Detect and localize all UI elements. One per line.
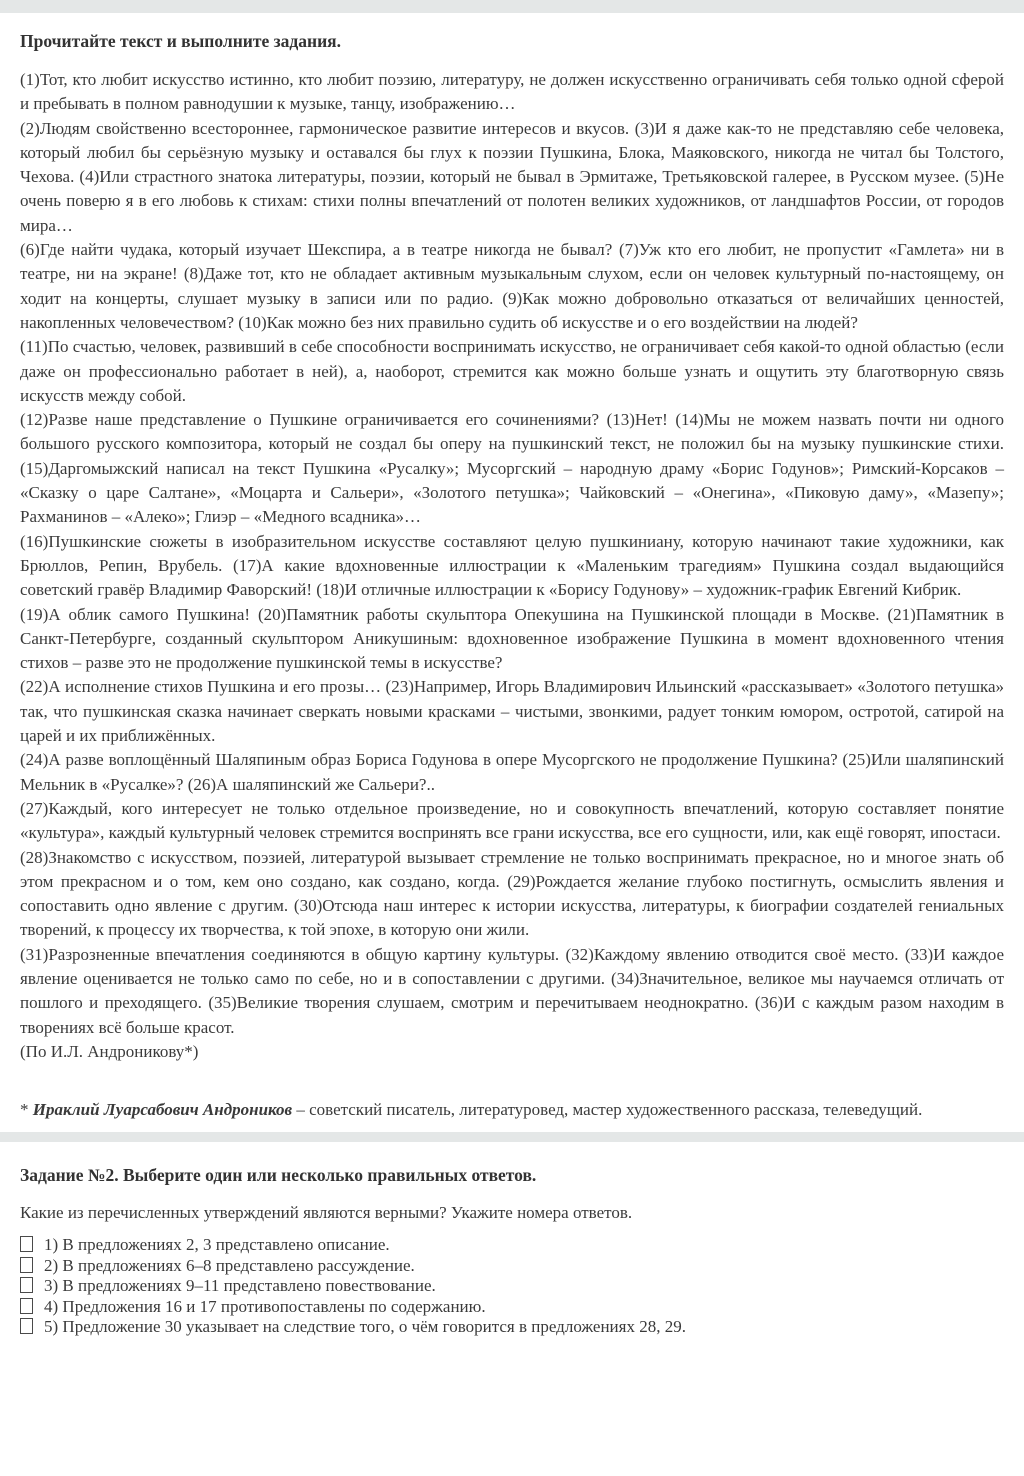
paragraph-2: (2)Людям свойственно всестороннее, гармоническое развитие интересов и вкусов. (3)И я даже как-то не представляю себе человека, который любил бы серьёзную музыку и оставался бы глух к поэзии Пушкина, Блока, Маяковского, никогда не читал бы Толстого, Чехова. (4)Или страстного знатока литературы, поэзии, который не бывал в Эрмитаже, Третьяковской галерее, в Русском музее. (5)Не очень поверю я в его любовь к стихам: стихи полны впечатлений от полотен великих художников, от ландшафтов России, от городов мира… xyxy=(20,118,1004,235)
answer-option-4 xyxy=(20,1297,1004,1318)
paragraph-12: (31)Разрозненные впечатления соединяются в общую картину культуры. (32)Каждому явлению отводится своё место. (33)И каждое явление оценивается не только само по себе, но и в сопоставлении с другими. (34)Значительное, великое мы научаемся отличать от пошлого и преходящего. (35)Великие творения слушаем, смотрим и перечитываем неоднократно. (36)И с каждым разом находим в творениях всё больше красот. xyxy=(20,944,1004,1037)
checkbox-option-5[interactable] xyxy=(20,1318,33,1334)
paragraph-7: (19)А облик самого Пушкина! (20)Памятник работы скульптора Опекушина на Пушкинской площади в Москве. (21)Памятник в Санкт-Петербурге, созданный скульптором Аникушиным: вдохновенное изображение Пушкина в момент вдохновенного чтения стихов – разве это не продолжение пушкинской темы в искусстве? xyxy=(20,604,1004,673)
task-question: Какие из перечисленных утверждений являются верными? Укажите номера ответов. xyxy=(20,1203,633,1223)
paragraph-6: (16)Пушкинские сюжеты в изобразительном искусстве составляют целую пушкиниану, которую начинают такие художники, как Брюллов, Репин, Врубель. (17)А какие вдохновенные иллюстрации к «Маленьким трагедиям» Пушкина создал выдающийся советский гравёр Владимир Фаворский! (18)И отличные иллюстрации к «Борису Годунову» – художник-график Евгений Кибрик. xyxy=(20,531,1004,600)
checkbox-option-3[interactable] xyxy=(20,1277,33,1293)
answer-options xyxy=(20,1235,1004,1338)
paragraph-9: (24)А разве воплощённый Шаляпиным образ Бориса Годунова в опере Мусоргского не продолжение Пушкина? (25)Или шаляпинский Мельник в «Русалке»? (26)А шаляпинский же Сальери?.. xyxy=(20,750,1004,794)
footnote xyxy=(20,1098,1004,1122)
instruction-heading: Прочитайте текст и выполните задания. xyxy=(20,31,342,51)
answer-option-2 xyxy=(20,1256,1004,1277)
paragraph-10: (27)Каждый, кого интересует не только отдельное произведение, но и совокупность впечатлений, которую составляет понятие «культура», каждый культурный человек стремится воспринять все грани искусства, все его сущности, или, как ещё говорят, ипостаси. xyxy=(20,798,1004,843)
paragraph-8: (22)А исполнение стихов Пушкина и его прозы… (23)Например, Игорь Владимирович Ильинский «рассказывает» «Золотого петушка» так, что пушкинская сказка начинает сверкать новыми красками – чистыми, звонкими, радует тонким юмором, остротой, сатирой на царей и их приближённых. xyxy=(20,677,1004,746)
option-4-label: 4) Предложения 16 и 17 противопоставлены по содержанию. xyxy=(44,1296,486,1316)
checkbox-option-1[interactable] xyxy=(20,1236,33,1252)
paragraph-3: (6)Где найти чудака, который изучает Шекспира, а в театре никогда не бывал? (7)Уж кто его любит, не пропустит «Гамлета» ни в театре, ни на экране! (8)Даже тот, кто не обладает активным музыкальным слухом, если он человек культурный по-настоящему, он ходит на концерты, слушает музыку в записи или по радио. (9)Как можно добровольно отказаться от величайших ценностей, накопленных человечеством? (10)Как можно без них правильно судить об искусстве и о его воздействии на людей? xyxy=(20,240,1004,332)
answer-option-5 xyxy=(20,1317,1004,1338)
footnote-description: – советский писатель, литературовед, мастер художественного рассказа, телеведущий. xyxy=(296,1100,923,1120)
option-5-label: 5) Предложение 30 указывает на следствие того, о чём говорится в предложениях 28, 29. xyxy=(44,1317,686,1337)
footnote-author: Ираклий Луарсабович Андроников xyxy=(32,1100,293,1120)
checkbox-option-2[interactable] xyxy=(20,1257,33,1273)
answer-option-3 xyxy=(20,1276,1004,1297)
paragraph-5: (12)Разве наше представление о Пушкине ограничивается его сочинениями? (13)Нет! (14)Мы не можем назвать почти ни одного большого русского композитора, который не создал бы оперу на пушкинский текст, не положил бы на музыку пушкинские стихи. (15)Даргомыжский написал на текст Пушкина «Русалку»; Мусоргский – народную драму «Борис Годунов»; Римский-Корсаков – «Сказку о царе Салтане», «Моцарта и Сальери», «Золотого петушка»; Чайковский – «Онегина», «Пиковую даму», «Мазепу»; Рахманинов – «Алеко»; Глиэр – «Медного всадника»… xyxy=(20,410,1004,527)
answer-option-1 xyxy=(20,1235,1004,1256)
option-1-label: 1) В предложениях 2, 3 представлено описание. xyxy=(44,1235,390,1255)
paragraph-1: (1)Тот, кто любит искусство истинно, кто любит поэзию, литературу, не должен искусственно ограничивать себя только одной сферой и пребывать в полном равнодушии к музыке, танцу, изображению… xyxy=(20,70,1004,114)
footnote-asterisk: * xyxy=(20,1100,29,1120)
paragraph-4: (11)По счастью, человек, развивший в себе способности воспринимать искусство, не ограничивает себя какой-то одной областью (если даже он профессионально работает в ней), а, наоборот, стремится как можно больше узнать и ощутить эту благотворную связь искусств между собой. xyxy=(20,337,1004,405)
paragraph-11: (28)Знакомство с искусством, поэзией, литературой вызывает стремление не только воспринимать прекрасное, но и многое знать об этом прекрасном и о том, кем оно создано, как создано, когда. (29)Рождается желание глубоко постигнуть, осмыслить явления и сопоставить одно явление с другим. (30)Отсюда наш интерес к истории искусства, литературы, к биографии создателей гениальных творений, к процессу их творчества, к той эпохе, в которую они жили. xyxy=(20,847,1004,940)
task-heading: Задание №2. Выберите один или несколько правильных ответов. xyxy=(20,1165,537,1186)
reading-section xyxy=(0,30,1024,1122)
option-3-label: 3) В предложениях 9–11 представлено повествование. xyxy=(44,1276,436,1296)
task-section xyxy=(0,1164,1024,1338)
checkbox-option-4[interactable] xyxy=(20,1298,33,1314)
option-2-label: 2) В предложениях 6–8 представлено рассуждение. xyxy=(44,1255,415,1275)
top-gray-bar xyxy=(0,0,1024,13)
section-divider-bar xyxy=(0,1132,1024,1142)
attribution: (По И.Л. Андроникову*) xyxy=(20,1041,199,1061)
reading-text xyxy=(20,68,1004,1064)
